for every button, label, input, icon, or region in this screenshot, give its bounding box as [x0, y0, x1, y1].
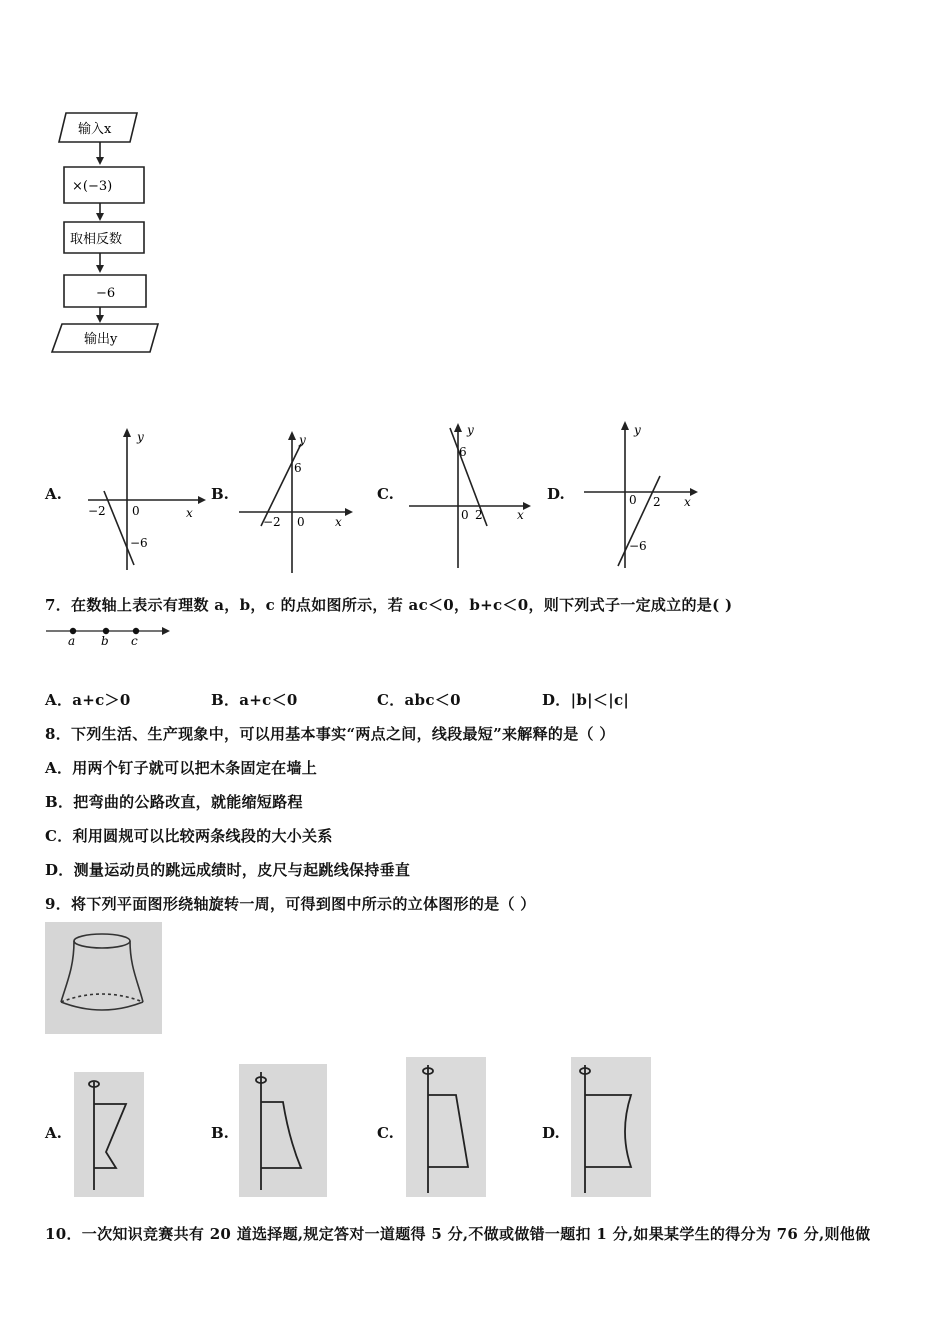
graph-option-label-c: C. — [377, 485, 394, 503]
graph-a-line — [104, 491, 134, 565]
q9-option-label-d[interactable]: D. — [542, 1124, 560, 1142]
q8-option-c[interactable]: C．利用圆规可以比较两条线段的大小关系 — [45, 827, 333, 845]
svg-text:y: y — [299, 433, 306, 447]
q8-option-d[interactable]: D．测量运动员的跳远成绩时，皮尺与起跳线保持垂直 — [45, 861, 411, 879]
q7-option-d[interactable]: D．|b|＜|c| — [542, 691, 630, 709]
svg-text:0: 0 — [629, 493, 637, 507]
q8-option-a[interactable]: A．用两个钉子就可以把木条固定在墙上 — [45, 759, 318, 777]
svg-text:−6: −6 — [130, 536, 148, 550]
svg-text:x: x — [335, 515, 342, 529]
svg-text:2: 2 — [653, 495, 661, 509]
graph-b-line — [261, 444, 301, 526]
flowchart-step-2: ×(−3) — [72, 179, 113, 194]
svg-text:−2: −2 — [88, 504, 106, 518]
q9-solid-figure — [45, 922, 162, 1034]
q8-stem: 8．下列生活、生产现象中，可以用基本事实“两点之间，线段最短”来解释的是（ ） — [45, 725, 615, 743]
svg-text:0: 0 — [297, 515, 305, 529]
graph-b — [235, 428, 365, 578]
svg-text:y: y — [137, 430, 144, 444]
q9-option-label-a[interactable]: A. — [45, 1124, 62, 1142]
svg-text:−6: −6 — [629, 539, 647, 553]
q9-option-a-figure[interactable] — [74, 1072, 144, 1197]
q9-stem: 9．将下列平面图形绕轴旋转一周，可得到图中所示的立体图形的是（ ） — [45, 895, 536, 913]
svg-text:2: 2 — [475, 508, 483, 522]
flowchart — [40, 105, 180, 360]
q9-option-label-b[interactable]: B. — [211, 1124, 229, 1142]
svg-text:y: y — [634, 423, 641, 437]
q9-option-label-c[interactable]: C. — [377, 1124, 394, 1142]
svg-text:b: b — [101, 634, 109, 648]
graph-option-label-a: A. — [45, 485, 62, 503]
graph-d — [580, 418, 705, 573]
flowchart-step-5: 输出y — [84, 332, 118, 347]
q8-option-b[interactable]: B．把弯曲的公路改直，就能缩短路程 — [45, 793, 303, 811]
svg-text:y: y — [467, 423, 474, 437]
svg-text:c: c — [131, 634, 138, 648]
svg-text:0: 0 — [461, 508, 469, 522]
svg-text:−2: −2 — [263, 515, 281, 529]
svg-text:a: a — [68, 634, 76, 648]
q9-option-d-figure[interactable] — [571, 1057, 651, 1197]
svg-text:x: x — [186, 506, 193, 520]
q7-option-c[interactable]: C．abc＜0 — [377, 691, 461, 709]
graph-a — [80, 425, 210, 575]
graph-option-label-d: D. — [547, 485, 565, 503]
flowchart-step-4: −6 — [96, 286, 116, 301]
q7-option-a[interactable]: A．a+c＞0 — [45, 691, 131, 709]
graph-option-label-b: B. — [211, 485, 229, 503]
svg-text:6: 6 — [294, 461, 302, 475]
flowchart-step-3: 取相反数 — [70, 232, 123, 247]
flowchart-step-1: 输入x — [78, 122, 112, 137]
graph-c — [405, 418, 535, 573]
q9-option-b-figure[interactable] — [239, 1064, 327, 1197]
q7-option-b[interactable]: B．a+c＜0 — [211, 691, 298, 709]
svg-text:x: x — [684, 495, 691, 509]
svg-text:6: 6 — [459, 445, 467, 459]
q10-stem: 10．一次知识竞赛共有 20 道选择题,规定答对一道题得 5 分,不做或做错一题扣 1 分,如果某学生的得分为 76 分,则他做 — [45, 1225, 871, 1243]
q7-stem: 7．在数轴上表示有理数 a，b，c 的点如图所示，若 ac＜0，b+c＜0，则下列式子一定成立的是( ) — [45, 596, 733, 614]
q9-option-c-figure[interactable] — [406, 1057, 486, 1197]
svg-text:x: x — [517, 508, 524, 522]
svg-text:0: 0 — [132, 504, 140, 518]
q7-number-line — [40, 620, 180, 650]
